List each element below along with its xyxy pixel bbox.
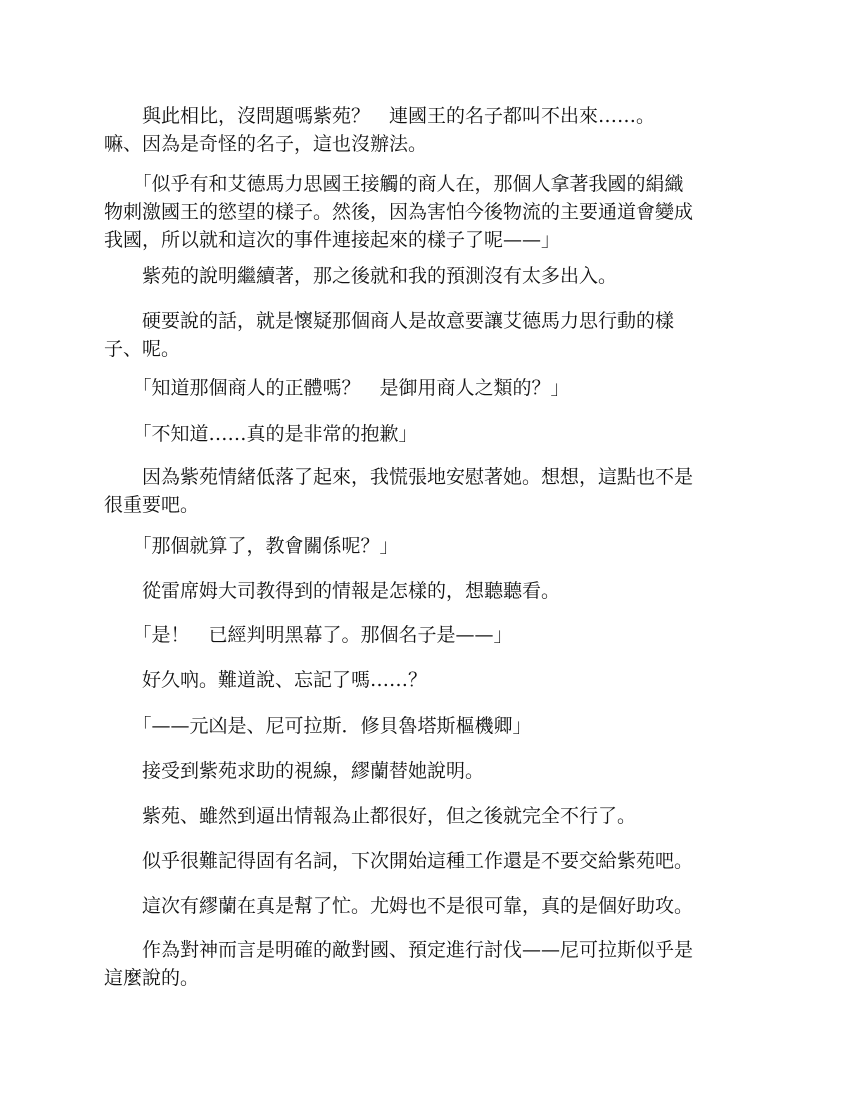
paragraph-8: 「那個就算了，教會關係呢？」 <box>104 535 399 557</box>
paragraph-4: 硬要說的話，就是懷疑那個商人是故意要讓艾德馬力思行動的樣 子、呢。 <box>104 310 675 360</box>
paragraph-13: 接受到紫苑求助的視線，繆蘭替她說明。 <box>104 760 485 782</box>
paragraph-11: 好久吶。難道說、忘記了嗎……？ <box>104 669 428 691</box>
paragraph-6: 「不知道……真的是非常的抱歉」 <box>104 423 418 445</box>
paragraph-16: 這次有繆蘭在真是幫了忙。尤姆也不是很可靠，真的是個好助攻。 <box>104 895 694 917</box>
paragraph-15: 似乎很難記得固有名詞，下次開始這種工作還是不要交給紫苑吧。 <box>104 850 694 872</box>
paragraph-17: 作為對神而言是明確的敵對國、預定進行討伐——尼可拉斯似乎是 這麼說的。 <box>104 939 694 989</box>
paragraph-10: 「是！ 已經判明黑幕了。那個名子是——」 <box>104 624 513 646</box>
paragraph-3: 紫苑的說明繼續著，那之後就和我的預測沒有太多出入。 <box>104 265 618 287</box>
paragraph-1: 與此相比，沒問題嗎紫苑？ 連國王的名子都叫不出來……。 嘛、因為是奇怪的名子，這也沒辦法。 <box>104 105 656 155</box>
paragraph-12: 「——元凶是、尼可拉斯．修貝魯塔斯樞機卿」 <box>104 715 532 737</box>
paragraph-7: 因為紫苑情緒低落了起來，我慌張地安慰著她。想想，這點也不是 很重要吧。 <box>104 466 694 516</box>
paragraph-5: 「知道那個商人的正體嗎？ 是御用商人之類的？」 <box>104 377 570 399</box>
paragraph-9: 從雷席姆大司教得到的情報是怎樣的，想聽聽看。 <box>104 580 561 602</box>
paragraph-14: 紫苑、雖然到逼出情報為止都很好，但之後就完全不行了。 <box>104 805 637 827</box>
paragraph-2: 「似乎有和艾德馬力思國王接觸的商人在，那個人拿著我國的絹織 物刺激國王的慾望的樣子。然後，因為害怕今後物流的主要通道會變成 我國，所以就和這次的事件連接起來的樣子了呢——」 <box>104 173 694 251</box>
